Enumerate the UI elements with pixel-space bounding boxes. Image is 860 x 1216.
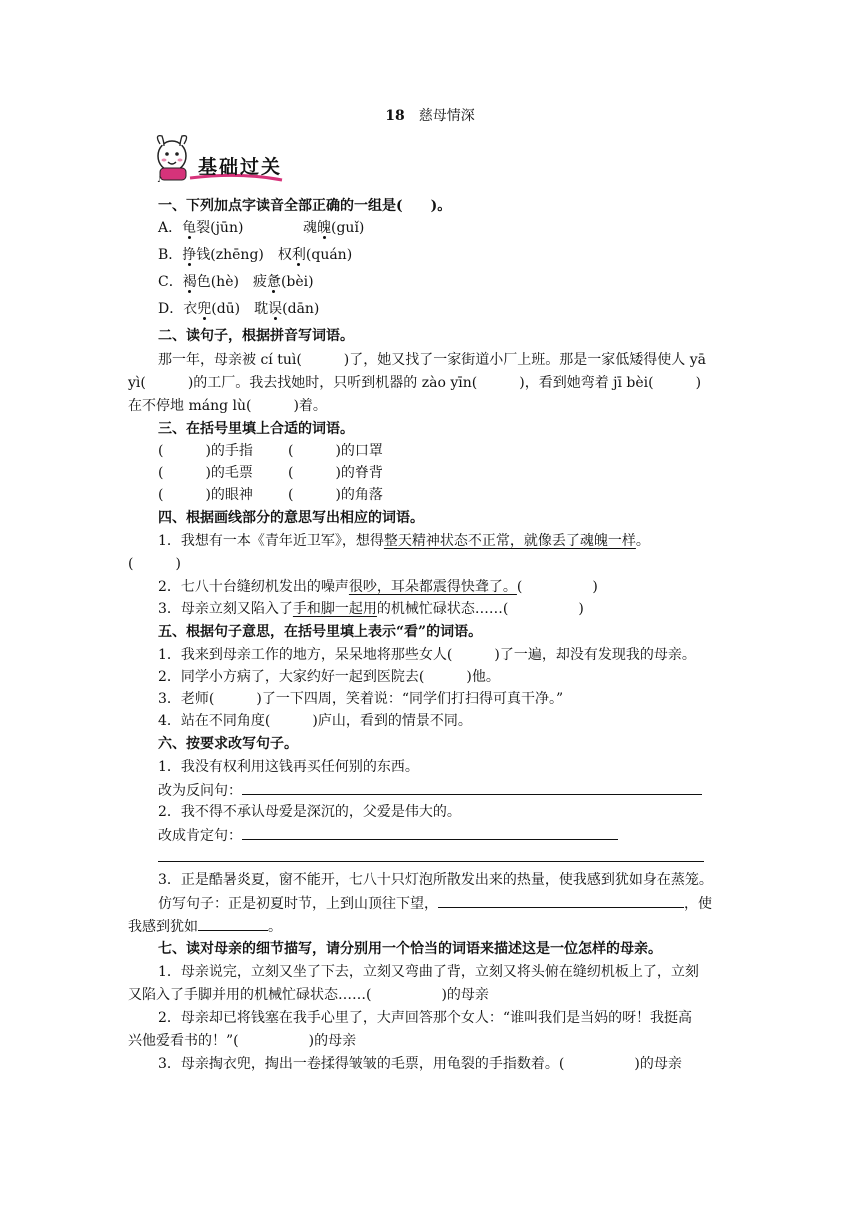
answer-line: [242, 825, 618, 840]
q2-line-2: yì( )的工厂。我去找她时，只听到机器的 zào yīn( )，看到她弯着 jī bèi( ): [128, 375, 702, 391]
q1-option-a-2: 魂魄(guǐ): [303, 220, 365, 236]
q6-heading: 六、按要求改写句子。: [158, 736, 298, 752]
q6-item-3-imitate-2[interactable]: 我感到犹如 。: [128, 916, 282, 936]
q4-item-2: 2．七八十台缝纫机发出的噪声很吵，耳朵都震得快聋了。( ): [158, 579, 598, 595]
q3-blank-5[interactable]: ( )的眼神: [158, 487, 253, 503]
q3-blank-2[interactable]: ( )的口罩: [288, 443, 383, 459]
q6-item-1: 1．我没有权利用这钱再买任何别的东西。: [158, 759, 419, 775]
q4-heading: 四、根据画线部分的意思写出相应的词语。: [158, 510, 424, 526]
q5-heading: 五、根据句子意思，在括号里填上表示“看”的词语。: [158, 624, 483, 640]
q6-item-3-imitate[interactable]: 仿写句子：正是初夏时节，上到山顶往下望， ，使: [158, 893, 712, 913]
q1-heading: 一、下列加点字读音全部正确的一组是( )。: [158, 198, 452, 214]
answer-line: [242, 780, 702, 795]
underlined-phrase: 整天精神状态不正常，就像丢了魂魄一样: [383, 533, 636, 549]
section-badge: [150, 132, 290, 190]
q3-blank-1[interactable]: ( )的手指: [158, 443, 253, 459]
q6-item-3: 3．正是酷暑炎夏，窗不能开，七八十只灯泡所散发出来的热量，使我感到犹如身在蒸笼。: [158, 872, 713, 888]
q7-item-1: 1．母亲说完，立刻又坐了下去，立刻又弯曲了背，立刻又将头俯在缝纫机板上了，立刻: [158, 964, 699, 980]
q7-heading: 七、读对母亲的细节描写，请分别用一个恰当的词语来描述这是一位怎样的母亲。: [158, 941, 662, 957]
q1-option-b[interactable]: B．挣钱(zhēng) 权利(quán): [158, 247, 353, 263]
q3-blank-6[interactable]: ( )的角落: [288, 487, 383, 503]
q7-item-2: 2．母亲却已将钱塞在我手心里了，大声回答那个女人：“谁叫我们是当妈的呀！我挺高: [158, 1010, 693, 1026]
q3-heading: 三、在括号里填上合适的词语。: [158, 421, 354, 437]
answer-line: [198, 916, 268, 931]
answer-line[interactable]: [158, 861, 704, 862]
q1-option-c[interactable]: C．褐色(hè) 疲惫(bèi): [158, 274, 314, 290]
q2-line-3: 在不停地 máng lù( )着。: [128, 398, 327, 414]
underlined-phrase: 很吵，耳朵都震得快聋了。: [348, 579, 517, 595]
badge-text: 基础过关: [198, 156, 283, 178]
q3-blank-4[interactable]: ( )的脊背: [288, 465, 383, 481]
q5-item-3: 3．老师( )了一下四周，笑着说：“同学们打扫得可真干净。”: [158, 691, 564, 707]
q2-line-1: 那一年，母亲被 cí tuì( )了，她又找了一家街道小厂上班。那是一家低矮得使人 yā: [158, 352, 706, 368]
q7-item-3[interactable]: 3．母亲掏衣兜，掏出一卷揉得皱皱的毛票，用龟裂的手指数着。( )的母亲: [158, 1056, 682, 1072]
q7-item-1-cont[interactable]: 又陷入了手脚并用的机械忙碌状态……( )的母亲: [128, 987, 489, 1003]
q6-item-1-answer[interactable]: 改为反问句：: [158, 780, 702, 800]
q7-item-2-cont[interactable]: 兴他爱看书的！”( )的母亲: [128, 1033, 357, 1049]
q6-item-2: 2．我不得不承认母爱是深沉的，父爱是伟大的。: [158, 804, 461, 820]
q5-item-1: 1．我来到母亲工作的地方，呆呆地将那些女人( )了一遍，却没有发现我的母亲。: [158, 647, 696, 663]
lesson-title: 慈母情深: [418, 108, 475, 124]
q4-item-1: 1．我想有一本《青年近卫军》，想得整天精神状态不正常，就像丢了魂魄一样。: [158, 533, 650, 549]
q5-item-2: 2．同学小方病了，大家约好一起到医院去( )他。: [158, 669, 500, 685]
page-title: [0, 106, 860, 126]
q4-item-3: 3．母亲立刻又陷入了手和脚一起用的机械忙碌状态……( ): [158, 601, 584, 617]
q5-item-4: 4．站在不同角度( )庐山，看到的情景不同。: [158, 713, 472, 729]
q1-option-d[interactable]: D．衣兜(dū) 耽误(dān): [158, 301, 320, 317]
q6-item-2-answer[interactable]: 改成肯定句：: [158, 825, 618, 845]
answer-line: [438, 893, 684, 908]
underlined-phrase: 手和脚一起用: [292, 601, 377, 617]
q3-blank-3[interactable]: ( )的毛票: [158, 465, 253, 481]
q4-item-1-answer[interactable]: ( ): [128, 556, 181, 572]
q1-option-a[interactable]: A．龟裂(jūn): [158, 220, 244, 236]
svg-text:♪: ♪: [157, 175, 163, 184]
q2-heading: 二、读句子，根据拼音写词语。: [158, 328, 354, 344]
lesson-number: 18: [385, 108, 405, 124]
